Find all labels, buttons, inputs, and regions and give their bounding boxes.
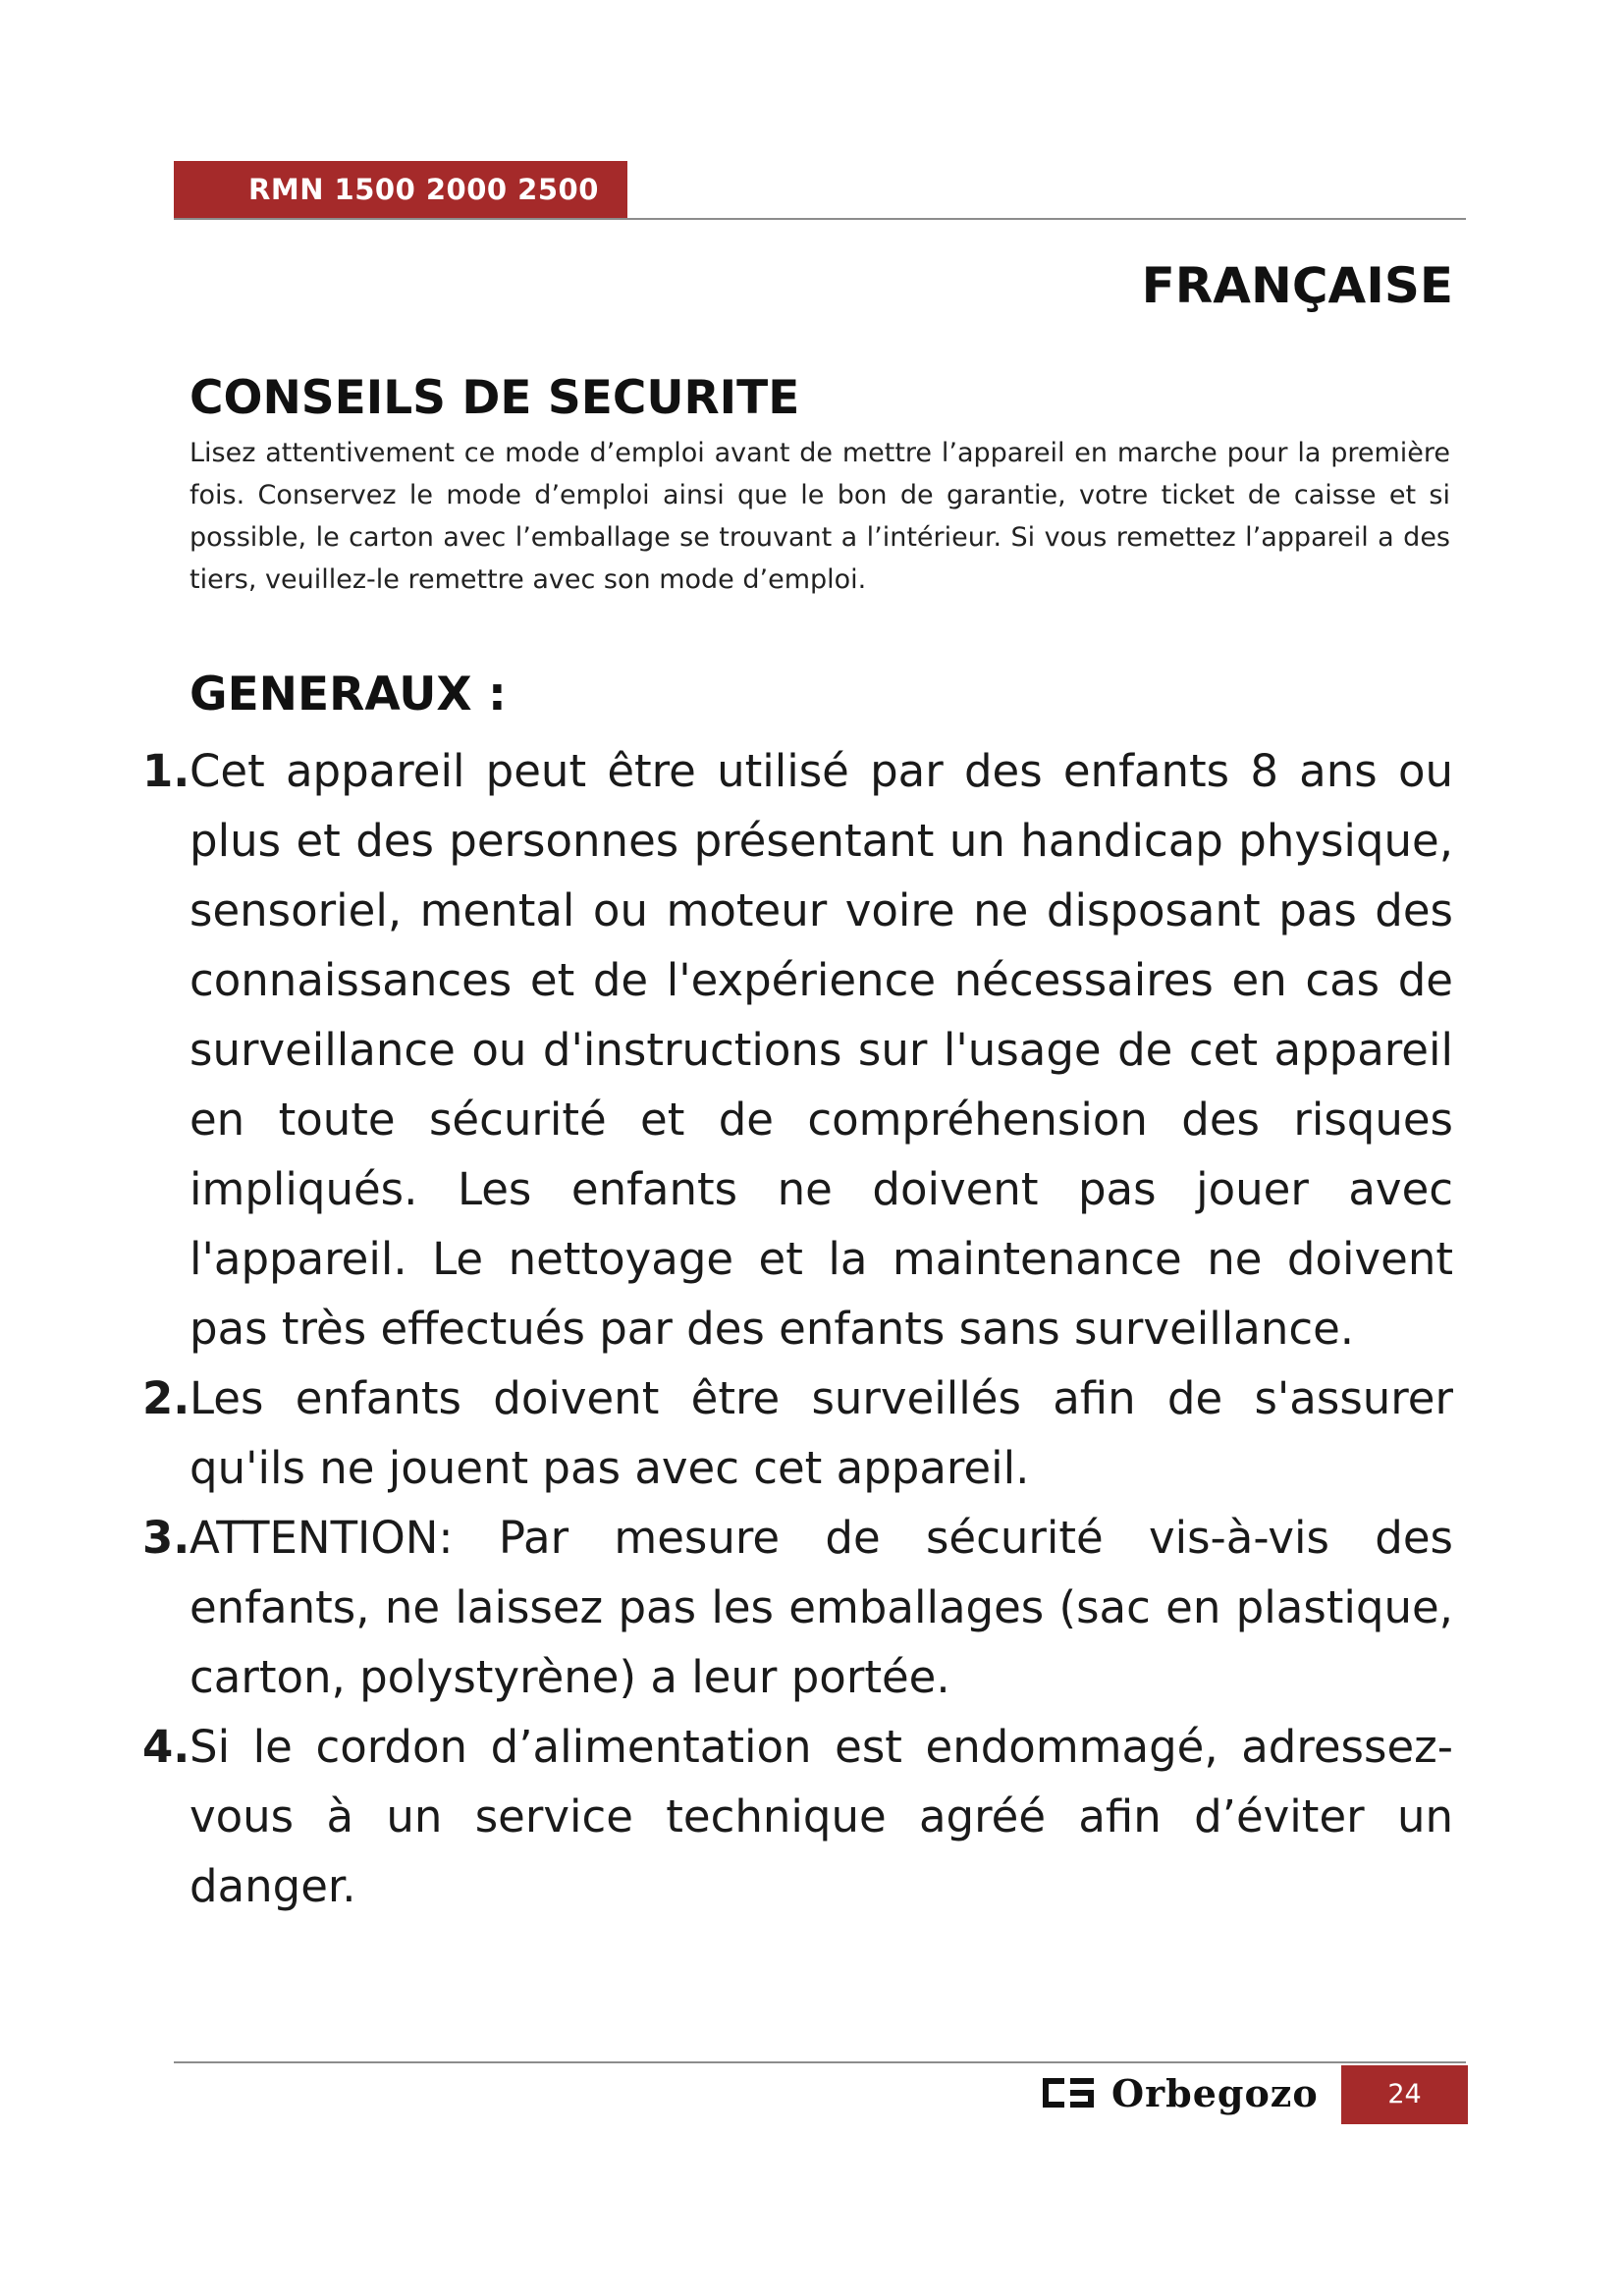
- list-item-number: 2.: [142, 1372, 190, 1424]
- brand-name: Orbegozo: [1111, 2070, 1319, 2115]
- list-item-text: Cet appareil peut être utilisé par des enfants 8 ans ou plus et des personnes présentant un handicap physique, sensoriel, mental ou moteur voire ne disposant pas des connaissances et de l'expérience nécessaires en cas de surveillance ou d'instructions sur l'usage de cet appareil en toute sécurité et de compréhension des risques impliqués. Les enfants ne doivent pas jouer avec l'appareil. Le nettoyage et la maintenance ne doivent pas très effectués par des enfants sans surveillance.: [189, 745, 1453, 1355]
- page-number: 24: [1341, 2065, 1468, 2124]
- model-tag: RMN 1500 2000 2500: [174, 161, 627, 218]
- brand-logo: [1043, 2069, 1319, 2116]
- general-title: GENERAUX :: [189, 667, 507, 721]
- list-item-text: ATTENTION: Par mesure de sécurité vis-à-vis des enfants, ne laissez pas les emballages (sac en plastique, carton, polystyrène) a leur portée.: [189, 1512, 1453, 1703]
- list-item-number: 4.: [142, 1721, 190, 1773]
- header-divider: [174, 218, 1466, 220]
- brand-mark-icon: [1043, 2078, 1094, 2108]
- general-list: [142, 736, 1453, 1921]
- footer-divider: [174, 2061, 1466, 2063]
- safety-title: CONSEILS DE SECURITE: [189, 371, 800, 425]
- list-item: [142, 1503, 1453, 1712]
- list-item: [142, 1363, 1453, 1503]
- list-item-number: 3.: [142, 1512, 190, 1564]
- list-item: [142, 736, 1453, 1363]
- list-item-text: Les enfants doivent être surveillés afin de s'assurer qu'ils ne jouent pas avec cet appareil.: [189, 1372, 1453, 1494]
- list-item-text: Si le cordon d’alimentation est endommagé, adressez-vous à un service technique agréé afin d’éviter un danger.: [189, 1721, 1453, 1912]
- language-heading: FRANÇAISE: [1141, 257, 1453, 314]
- list-item: [142, 1712, 1453, 1921]
- list-item-number: 1.: [142, 745, 190, 797]
- safety-intro: Lisez attentivement ce mode d’emploi avant de mettre l’appareil en marche pour la première fois. Conservez le mode d’emploi ainsi que le bon de garantie, votre ticket de caisse et si possible, le carton avec l’emballage se trouvant a l’intérieur. Si vous remettez l’appareil a des tiers, veuillez-le remettre avec son mode d’emploi.: [189, 438, 1450, 595]
